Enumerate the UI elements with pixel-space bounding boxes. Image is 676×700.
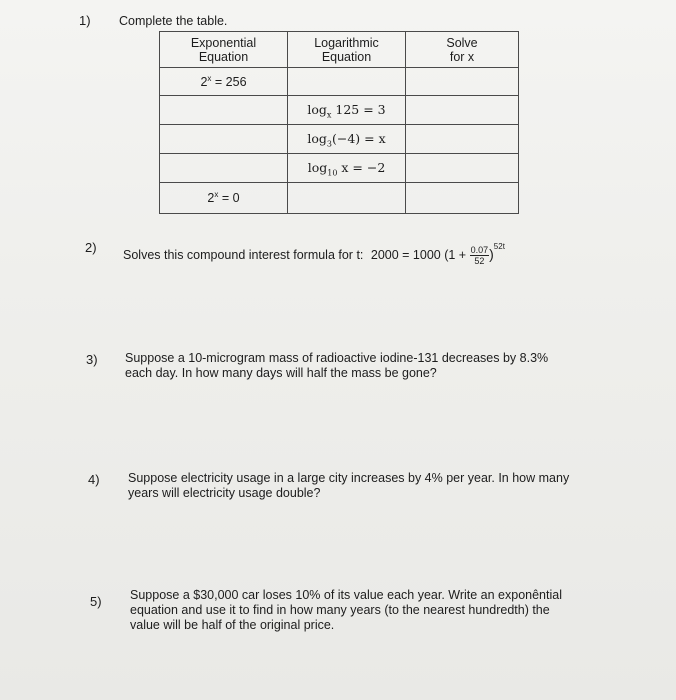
question-4-text: Suppose electricity usage in a large city increases by 4% per year. In how many years will electricity usage double? [128,471,570,500]
cell-exp-equation[interactable] [160,96,288,125]
formula-left: 2000 = 1000 (1 + [370,248,467,262]
cell-exp-equation[interactable]: $2^x = 256$ [160,68,288,96]
cell-exp-equation[interactable] [160,154,288,183]
question-2-number: 2) [85,240,97,255]
cell-solve[interactable] [406,68,519,96]
cell-solve[interactable] [406,154,519,183]
question-5-text: Suppose a $30,000 car loses 10% of its value each year. Write an exponêntial equation and use it to find in how many years (to the nearest hundredth) the value will be half of the original price. [130,588,562,632]
table-row [160,68,519,96]
cell-solve[interactable] [406,96,519,125]
question-4-number: 4) [88,472,100,487]
question-2-prompt: Solves this compound interest formula for t: [123,248,364,262]
cell-solve[interactable] [406,125,519,154]
cell-log-equation[interactable] [288,68,406,96]
question-2-text: Solves this compound interest formula for t: 2000 = 1000 (1 + $\frac{0.07}{52}$ )$^{52t}$ [123,242,505,267]
header-logarithmic: Logarithmic Equation [288,32,406,68]
header-exponential: Exponential Equation [160,32,288,68]
formula-fraction: $\frac{0.07}{52}$ [470,245,489,267]
question-1-instruction: Complete the table. [119,14,228,28]
formula-exponent: 52t [493,242,505,251]
header-solve: Solve for x [406,32,519,68]
table-row [160,125,519,154]
cell-exp-equation[interactable] [160,125,288,154]
question-1-number: 1) [79,13,91,28]
table-row [160,154,519,183]
cell-solve[interactable] [406,183,519,214]
cell-log-equation: $\log_{10} x = -2$ [288,154,406,183]
question-5-number: 5) [90,594,102,609]
table-row [160,183,519,214]
exponential-log-table [159,31,519,214]
question-3-text: Suppose a 10-microgram mass of radioactive iodine-131 decreases by 8.3% each day. In how many days will half the mass be gone? [125,351,549,380]
cell-exp-equation: $2^x = 0$ [160,183,288,214]
cell-log-equation: $\log_x 125 = 3$ [288,96,406,125]
cell-log-equation: $\log_3(-4) = x$ [288,125,406,154]
cell-log-equation[interactable] [288,183,406,214]
table-row [160,96,519,125]
question-3-number: 3) [86,352,98,367]
